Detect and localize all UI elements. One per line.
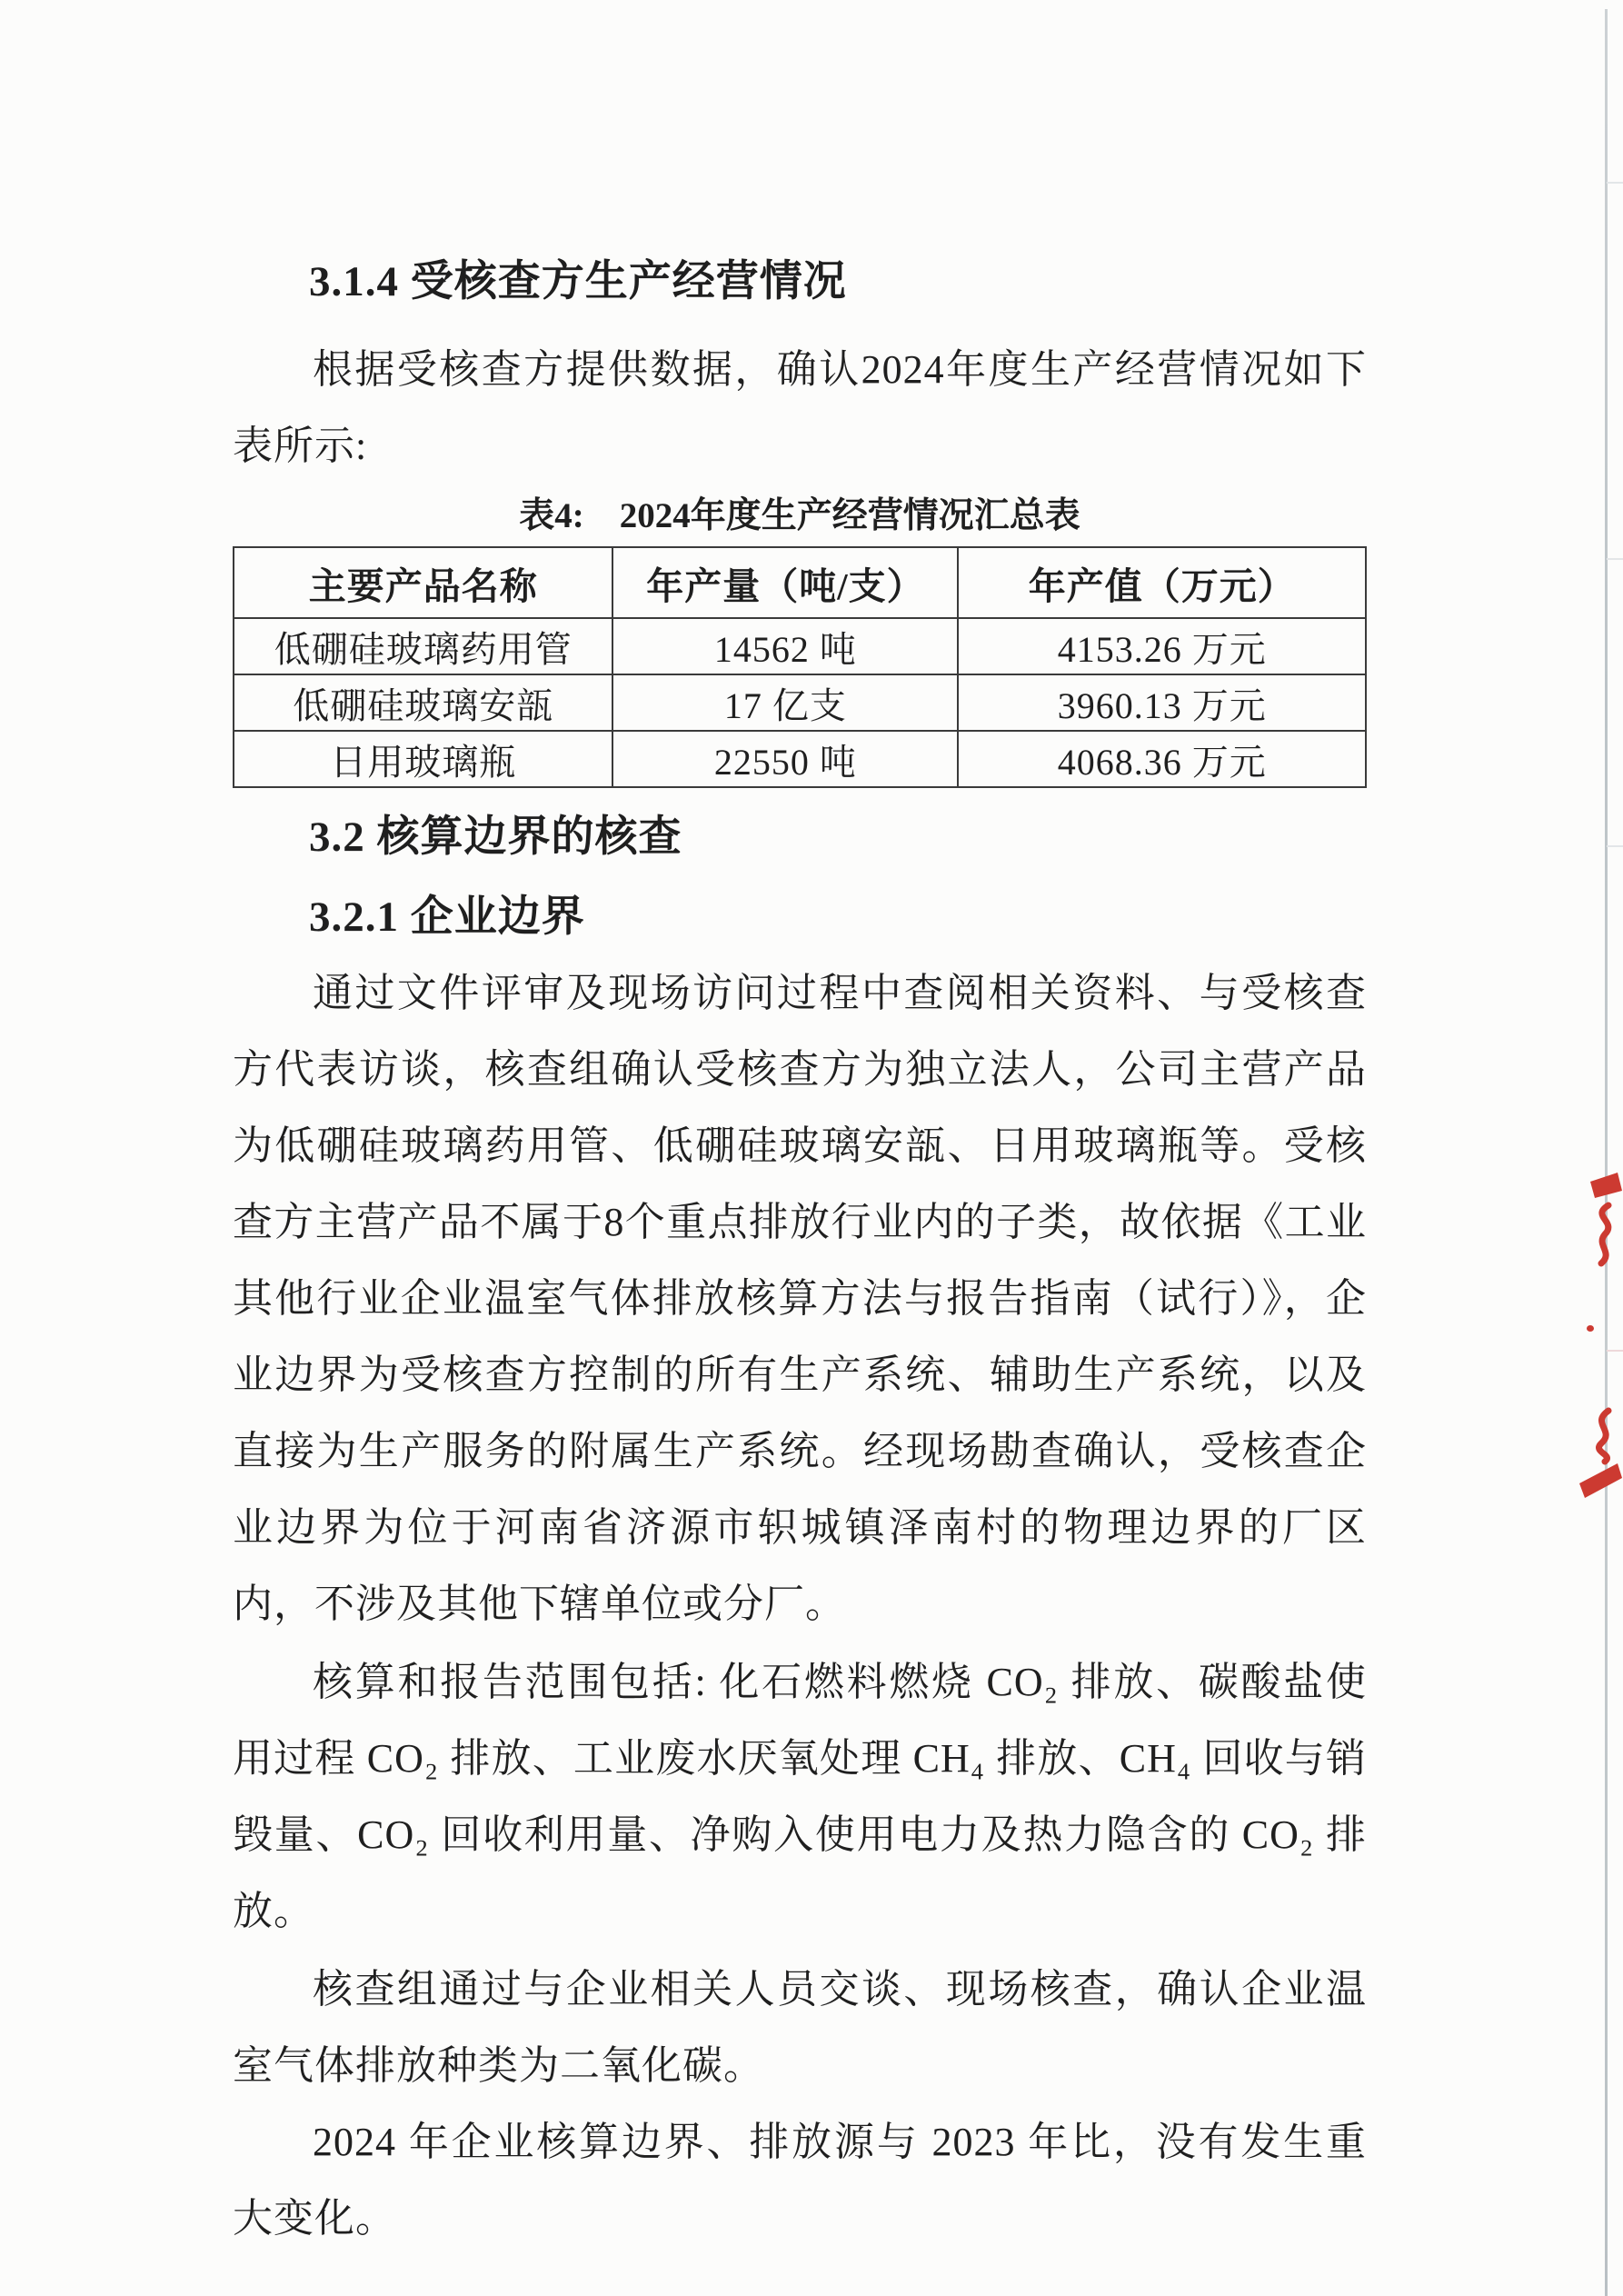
cell-annual-value: 4068.36 万元 <box>958 731 1366 787</box>
scan-artifact-line <box>1607 845 1623 847</box>
table4-caption: 表4: 2024年度生产经营情况汇总表 <box>519 496 1080 535</box>
table-header-row <box>234 547 1366 618</box>
scan-artifact-line <box>1607 1350 1623 1352</box>
scan-artifact-line <box>1607 558 1623 560</box>
cell-product-name: 日用玻璃瓶 <box>234 731 612 787</box>
handwritten-red-mark <box>1578 1169 1623 1267</box>
accounting-scope-paragraph: 核算和报告范围包括: 化石燃料燃烧 CO₂ 排放、碳酸盐使用过程 CO₂ 排放、工业废水厌氧处理 CH₄ 排放、CH₄ 回收与销毁量、CO₂ 回收利用量、净购入使用电力及热力隐含的 CO₂ 排放。 <box>233 1660 1367 1933</box>
col-header-annual-output: 年产量（吨/支） <box>612 547 958 618</box>
cell-annual-value: 4153.26 万元 <box>958 618 1366 674</box>
cell-annual-output: 22550 吨 <box>612 731 958 787</box>
handwritten-red-mark <box>1572 1407 1623 1509</box>
intro-paragraph: 根据受核查方提供数据，确认2024年度生产经营情况如下表所示: <box>233 347 1367 468</box>
boundary-change-paragraph: 2024 年企业核算边界、排放源与 2023 年比，没有发生重大变化。 <box>233 2120 1367 2241</box>
enterprise-boundary-paragraph: 通过文件评审及现场访问过程中查阅相关资料、与受核查方代表访谈，核查组确认受核查方为独立法人，公司主营产品为低硼硅玻璃药用管、低硼硅玻璃安瓿、日用玻璃瓶等。受核查方主营产品不属于8个重点排放行业内的子类，故依据《工业其他行业企业温室气体排放核算方法与报告指南（试行）》，企业边界为受核查方控制的所有生产系统、辅助生产系统，以及直接为生产服务的附属生产系统。经现场勘查确认，受核查企业边界为位于河南省济源市轵城镇泽南村的物理边界的厂区内，不涉及其他下辖单位或分厂。 <box>233 971 1367 1626</box>
section-heading-3-2: 3.2 核算边界的核查 <box>309 814 682 861</box>
cell-annual-output: 14562 吨 <box>612 618 958 674</box>
cell-product-name: 低硼硅玻璃安瓿 <box>234 674 612 731</box>
scan-edge-line <box>1605 9 1608 2296</box>
section-heading-3-2-1: 3.2.1 企业边界 <box>309 893 585 941</box>
section-heading-3-1-4: 3.1.4 受核查方生产经营情况 <box>309 258 847 305</box>
handwritten-red-dot <box>1587 1325 1594 1332</box>
scan-artifact-line <box>1607 182 1623 184</box>
table-row <box>234 674 1366 731</box>
production-summary-table <box>233 546 1367 788</box>
table-row <box>234 618 1366 674</box>
cell-product-name: 低硼硅玻璃药用管 <box>234 618 612 674</box>
report-content <box>233 236 1367 2257</box>
col-header-annual-value: 年产值（万元） <box>958 547 1366 618</box>
greenhouse-gas-type-paragraph: 核查组通过与企业相关人员交谈、现场核查，确认企业温室气体排放种类为二氧化碳。 <box>233 1967 1367 2088</box>
table-row <box>234 731 1366 787</box>
col-header-product-name: 主要产品名称 <box>234 547 612 618</box>
cell-annual-output: 17 亿支 <box>612 674 958 731</box>
cell-annual-value: 3960.13 万元 <box>958 674 1366 731</box>
